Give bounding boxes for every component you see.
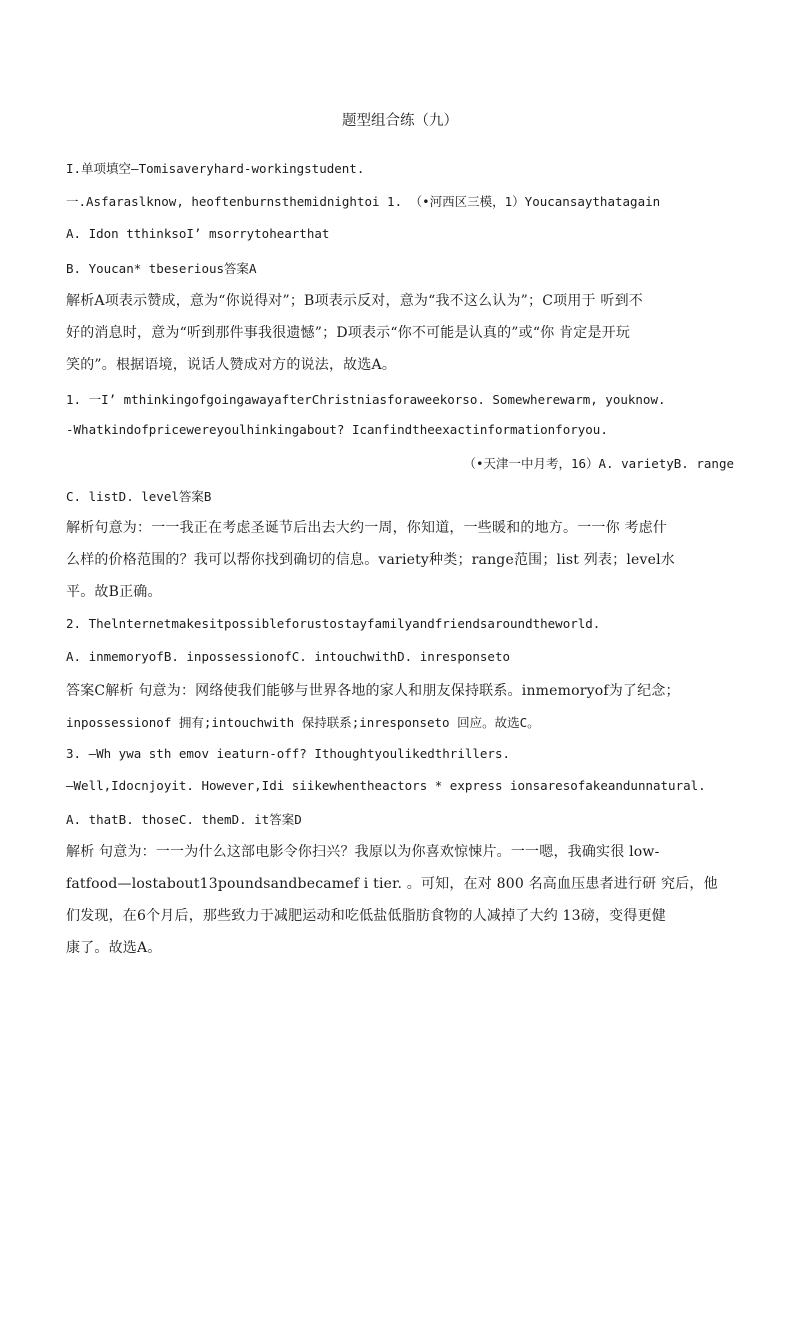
text-line: 好的消息时，意为“听到那件事我很遗憾”；D项表示“你不可能是认真的”或“你 肯定是开玩 xyxy=(66,325,631,341)
text-line: 平。故B正确。 xyxy=(66,584,162,600)
page-title: 题型组合练（九） xyxy=(342,113,458,129)
text-line: C. listD. level答案B xyxy=(66,489,212,504)
text-line: -Whatkindofpricewereyoulhinkingabout? Icanfindtheexactinformationforyou. xyxy=(66,422,608,437)
text-line: 3. —Wh ywa sth emov ieaturn-off? Ithoughtyoulikedthrillers. xyxy=(66,746,511,761)
text-line: inpossessionof 拥有;intouchwith 保持联系;inresponseto 回应。故选C。 xyxy=(66,715,540,730)
text-line: （•天津一中月考，16）A. varietyB. range xyxy=(463,456,734,471)
text-line: 们发现，在6个月后，那些致力于减肥运动和吃低盐低脂肪食物的人减掉了大约 13磅，变得更健 xyxy=(66,908,666,924)
text-line: fatfood—lostabout13poundsandbecamef i tier. 。可知，在对 800 名高血压患者进行研 究后，他 xyxy=(66,876,718,892)
text-line: A. inmemoryofB. inpossessionofC. intouchwithD. inresponseto xyxy=(66,649,511,664)
text-line: 么样的价格范围的？我可以帮你找到确切的信息。variety种类；range范围；list 列表；level水 xyxy=(66,552,675,568)
text-line: 解析A项表示赞成，意为“你说得对”；B项表示反对，意为“我不这么认为”；C项用于 听到不 xyxy=(66,293,643,309)
text-line: I.单项填空—Tomisaveryhard-workingstudent. xyxy=(66,161,365,176)
text-line: —Well,Idocnjoyit. However,Idi siikewhentheactors * express ionsaresofakeandunnatural. xyxy=(66,778,706,793)
text-line: 答案C解析 句意为：网络使我们能够与世界各地的家人和朋友保持联系。inmemoryof为了纪念； xyxy=(66,683,680,699)
text-line: 康了。故选A。 xyxy=(66,940,162,956)
text-line: B. Youcan* tbeserious答案A xyxy=(66,261,257,276)
text-line: 笑的”。根据语境，说话人赞成对方的说法，故选A。 xyxy=(66,357,397,373)
text-line: A. Idon tthinksoI’ msorrytohearthat xyxy=(66,226,330,241)
text-line: 解析 句意为：一一为什么这部电影令你扫兴？我原以为你喜欢惊悚片。一一嗯，我确实很 low- xyxy=(66,844,660,860)
text-line: 2. Thelnternetmakesitpossibleforustostayfamilyandfriendsaroundtheworld. xyxy=(66,616,601,631)
text-line: 解析句意为：一一我正在考虑圣诞节后出去大约一周，你知道，一些暖和的地方。一一你 考虑什 xyxy=(66,520,668,536)
text-line: A. thatB. thoseC. themD. it答案D xyxy=(66,812,302,827)
text-line: 1. 一I’ mthinkingofgoingawayafterChristniasforaweekorso. Somewherewarm, youknow. xyxy=(66,392,666,407)
text-line: 一.Asfaraslknow, heoftenburnsthemidnightoi 1. （•河西区三模，1）Youcansaythatagain xyxy=(66,194,661,209)
